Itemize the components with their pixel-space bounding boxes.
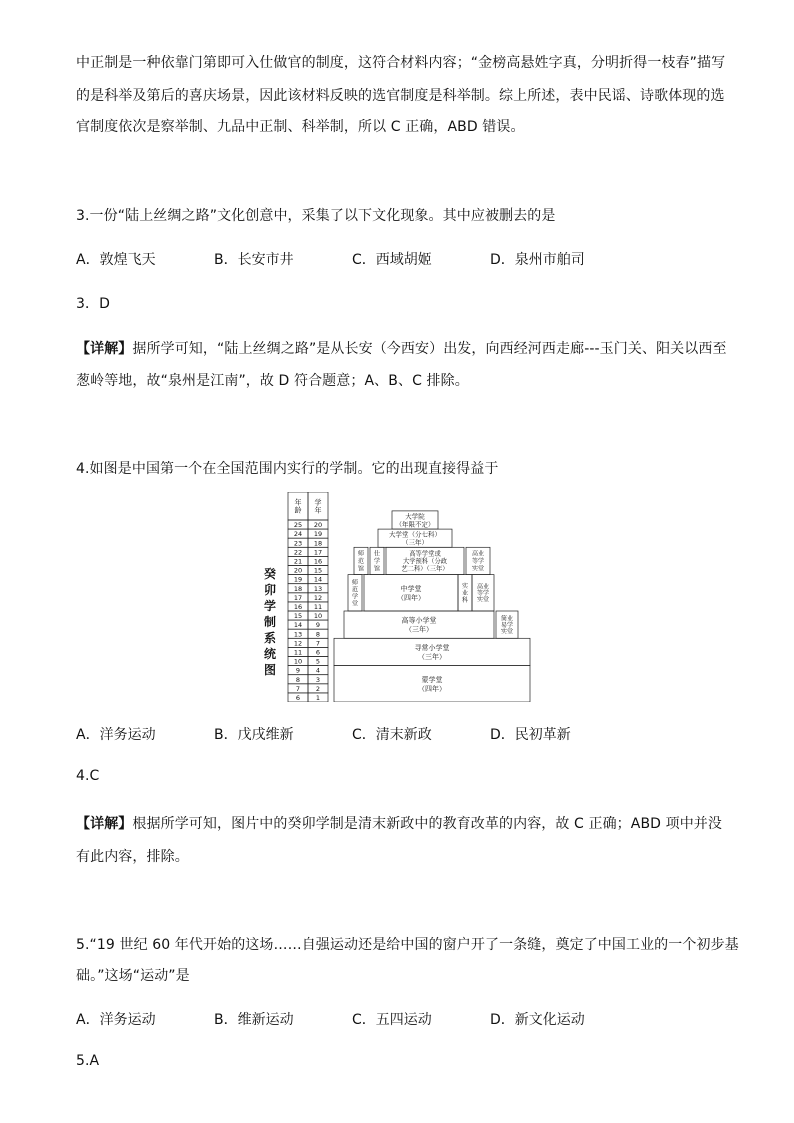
age-tick-label: 12 bbox=[293, 639, 303, 648]
q4-detail-tag: 【详解】 bbox=[76, 816, 133, 832]
q4-option-b: B．戊戌维新 bbox=[214, 727, 294, 743]
year-tick-label: 15 bbox=[313, 566, 323, 575]
daxuetang-block-label: 大学堂（分七科） bbox=[389, 530, 441, 539]
gaodeng-xuetang-block-label: 大学预科（分政 bbox=[402, 558, 448, 566]
q3-option-d: D．泉州市舶司 bbox=[490, 252, 585, 268]
year-tick-label: 13 bbox=[313, 584, 323, 593]
age-tick-label: 7 bbox=[295, 684, 301, 693]
q4-stem: 4.如图是中国第一个在全国范围内实行的学制。它的出现直接得益于 bbox=[76, 461, 499, 477]
q4-detail-text: 根据所学可知，图片中的癸卯学制是清末新政中的教育改革的内容，故 C 正确；ABD 项中并没 bbox=[132, 816, 722, 832]
q5-answer: 5.A bbox=[76, 1053, 100, 1069]
daxuetang-block-label: （三年） bbox=[402, 538, 428, 547]
q3-option-c: C．西域胡姬 bbox=[352, 252, 432, 268]
age-tick-label: 24 bbox=[293, 530, 303, 539]
shifan-xuetang-block-label: 范 bbox=[351, 586, 359, 594]
shifan-guan-block-label: 馆 bbox=[357, 565, 365, 573]
year-tick-label: 5 bbox=[315, 657, 321, 666]
q3-detail-line-1 bbox=[76, 338, 727, 358]
q3-detail-text: 据所学可知，“陆上丝绸之路”是从长安（今西安）出发，向西经河西走廊---玉门关、阳关以西至 bbox=[132, 341, 727, 357]
age-tick-label: 10 bbox=[293, 657, 303, 666]
q5-stem-line-2: 础。”这场“运动”是 bbox=[76, 968, 190, 984]
age-header-label: 年 bbox=[294, 498, 302, 507]
q3-detail-tag: 【详解】 bbox=[76, 341, 133, 357]
gaodeng-shiye-block-label: 等学 bbox=[471, 558, 485, 566]
age-tick-label: 21 bbox=[293, 557, 303, 566]
year-tick-label: 17 bbox=[313, 548, 323, 557]
q5-option-d: D．新文化运动 bbox=[490, 1012, 585, 1028]
shifan-guan-block-label: 师 bbox=[357, 550, 365, 558]
q3-option-b: B．长安市井 bbox=[214, 252, 294, 268]
q3-stem: 3.一份“陆上丝绸之路”文化创意中，采集了以下文化现象。其中应被删去的是 bbox=[76, 208, 556, 224]
year-header-label: 年 bbox=[314, 506, 322, 515]
school-system-diagram bbox=[258, 492, 540, 702]
year-tick-label: 8 bbox=[315, 630, 321, 639]
q4-option-a: A．洋务运动 bbox=[76, 727, 156, 743]
zhongxue-block-label: 中学堂 bbox=[400, 584, 422, 593]
age-tick-label: 22 bbox=[293, 548, 303, 557]
year-tick-label: 11 bbox=[313, 603, 323, 611]
shixue-guan-block-label: 仕 bbox=[373, 550, 381, 558]
year-tick-label: 20 bbox=[313, 521, 323, 530]
year-tick-label: 6 bbox=[315, 648, 321, 657]
year-tick-label: 19 bbox=[313, 530, 323, 539]
gaodeng-shiye-block-label: 高业 bbox=[471, 550, 485, 558]
figure-title-char: 制 bbox=[263, 615, 276, 629]
age-tick-label: 19 bbox=[293, 575, 303, 584]
age-header-label: 龄 bbox=[294, 506, 302, 515]
year-tick-label: 7 bbox=[315, 639, 321, 648]
year-tick-label: 4 bbox=[315, 666, 321, 675]
year-tick-label: 16 bbox=[313, 557, 323, 566]
gaoye-xuetang-block-label: 实堂 bbox=[476, 596, 490, 604]
q5-option-a: A．洋务运动 bbox=[76, 1012, 156, 1028]
q5-option-c: C．五四运动 bbox=[352, 1012, 432, 1028]
gaodeng-xuetang-block-label: 艺二科）（三年） bbox=[401, 565, 449, 573]
q3-option-a: A．敦煌飞天 bbox=[76, 252, 156, 268]
figure-title-char: 卯 bbox=[263, 583, 276, 597]
daxueyuan-block-label: 大学院 bbox=[405, 512, 425, 521]
figure-title-char: 图 bbox=[263, 663, 276, 677]
figure-title-char: 癸 bbox=[263, 567, 276, 581]
shifan-xuetang-block-label: 师 bbox=[351, 579, 359, 587]
year-tick-label: 12 bbox=[313, 593, 323, 602]
shiye-ke-block-label: 业 bbox=[461, 589, 469, 597]
mengyang-block-label: （四年） bbox=[418, 684, 446, 693]
gaodeng-xiaoxue-block-label: 高等小学堂 bbox=[401, 616, 437, 625]
intro-line-1: 中正制是一种依靠门第即可入仕做官的制度，这符合材料内容；“金榜高悬姓字真，分明折得一枝春”描写 bbox=[76, 55, 726, 71]
shixue-guan-block-label: 学 bbox=[373, 558, 381, 566]
q3-detail-line-2: 葱岭等地，故“泉州是江南”，故 D 符合题意；A、B、C 排除。 bbox=[76, 373, 469, 389]
shifan-xuetang-block-label: 学 bbox=[351, 593, 359, 601]
q4-option-c: C．清末新政 bbox=[352, 727, 432, 743]
age-tick-label: 15 bbox=[293, 612, 303, 621]
zhongxue-block-label: （四年） bbox=[397, 593, 425, 602]
year-tick-label: 3 bbox=[315, 675, 321, 684]
year-tick-label: 10 bbox=[313, 612, 323, 621]
age-tick-label: 14 bbox=[293, 621, 303, 630]
age-tick-label: 20 bbox=[293, 566, 303, 575]
shiye-ke-block-label: 科 bbox=[461, 596, 469, 604]
jianyi-shiye-block-label: 易学 bbox=[500, 621, 514, 629]
figure-title-char: 系 bbox=[263, 631, 276, 645]
age-tick-label: 17 bbox=[293, 593, 303, 602]
age-tick-label: 13 bbox=[293, 630, 303, 639]
gaodeng-shiye-block-label: 实堂 bbox=[471, 565, 485, 573]
gaodeng-xuetang-block-label: 高等学堂或 bbox=[409, 550, 441, 558]
intro-line-2: 的是科举及第后的喜庆场景，因此该材料反映的选官制度是科举制。综上所述，表中民谣、诗歌体现的选 bbox=[76, 88, 725, 104]
shifan-guan-block-label: 范 bbox=[357, 558, 365, 566]
mengyang-block-label: 蒙学堂 bbox=[421, 675, 443, 684]
year-tick-label: 1 bbox=[315, 694, 321, 702]
year-tick-label: 2 bbox=[315, 684, 321, 693]
gaoye-xuetang-block-label: 等学 bbox=[476, 589, 490, 597]
gaodeng-xiaoxue-block-label: （三年） bbox=[405, 625, 433, 634]
year-header-label: 学 bbox=[314, 498, 322, 507]
jianyi-shiye-block-label: 简业 bbox=[500, 615, 514, 623]
q4-answer: 4.C bbox=[76, 768, 100, 784]
xunchang-block-label: （三年） bbox=[418, 652, 446, 661]
gaoye-xuetang-block-label: 高业 bbox=[476, 583, 490, 591]
year-tick-label: 9 bbox=[315, 621, 321, 630]
figure-title-char: 统 bbox=[263, 647, 276, 661]
shiye-ke-block-label: 实 bbox=[461, 582, 469, 590]
age-tick-label: 16 bbox=[293, 603, 303, 611]
intro-line-3: 官制度依次是察举制、九品中正制、科举制，所以 C 正确，ABD 错误。 bbox=[76, 119, 525, 135]
q4-detail-line-1 bbox=[76, 813, 722, 833]
age-tick-label: 8 bbox=[295, 675, 301, 684]
age-tick-label: 6 bbox=[295, 694, 301, 702]
q3-answer: 3．D bbox=[76, 296, 110, 312]
q4-detail-line-2: 有此内容，排除。 bbox=[76, 849, 189, 865]
age-tick-label: 9 bbox=[295, 666, 301, 675]
age-tick-label: 23 bbox=[293, 539, 303, 548]
shixue-guan-block-label: 馆 bbox=[373, 565, 381, 573]
age-tick-label: 18 bbox=[293, 584, 303, 593]
age-tick-label: 25 bbox=[293, 521, 303, 530]
xunchang-block-label: 寻常小学堂 bbox=[414, 643, 450, 652]
year-tick-label: 18 bbox=[313, 539, 323, 548]
year-tick-label: 14 bbox=[313, 575, 323, 584]
jianyi-shiye-block-label: 实堂 bbox=[500, 628, 514, 636]
school-system-svg bbox=[258, 492, 540, 702]
daxueyuan-block-label: （年限不定） bbox=[395, 520, 435, 529]
age-tick-label: 11 bbox=[293, 648, 303, 657]
shifan-xuetang-block-label: 堂 bbox=[351, 600, 359, 608]
q5-stem-line-1: 5.“19 世纪 60 年代开始的这场……自强运动还是给中国的窗户开了一条缝，奠定了中国工业的一个初步基 bbox=[76, 937, 739, 953]
q4-option-d: D．民初革新 bbox=[490, 727, 571, 743]
figure-title-char: 学 bbox=[263, 599, 276, 613]
q5-option-b: B．维新运动 bbox=[214, 1012, 294, 1028]
